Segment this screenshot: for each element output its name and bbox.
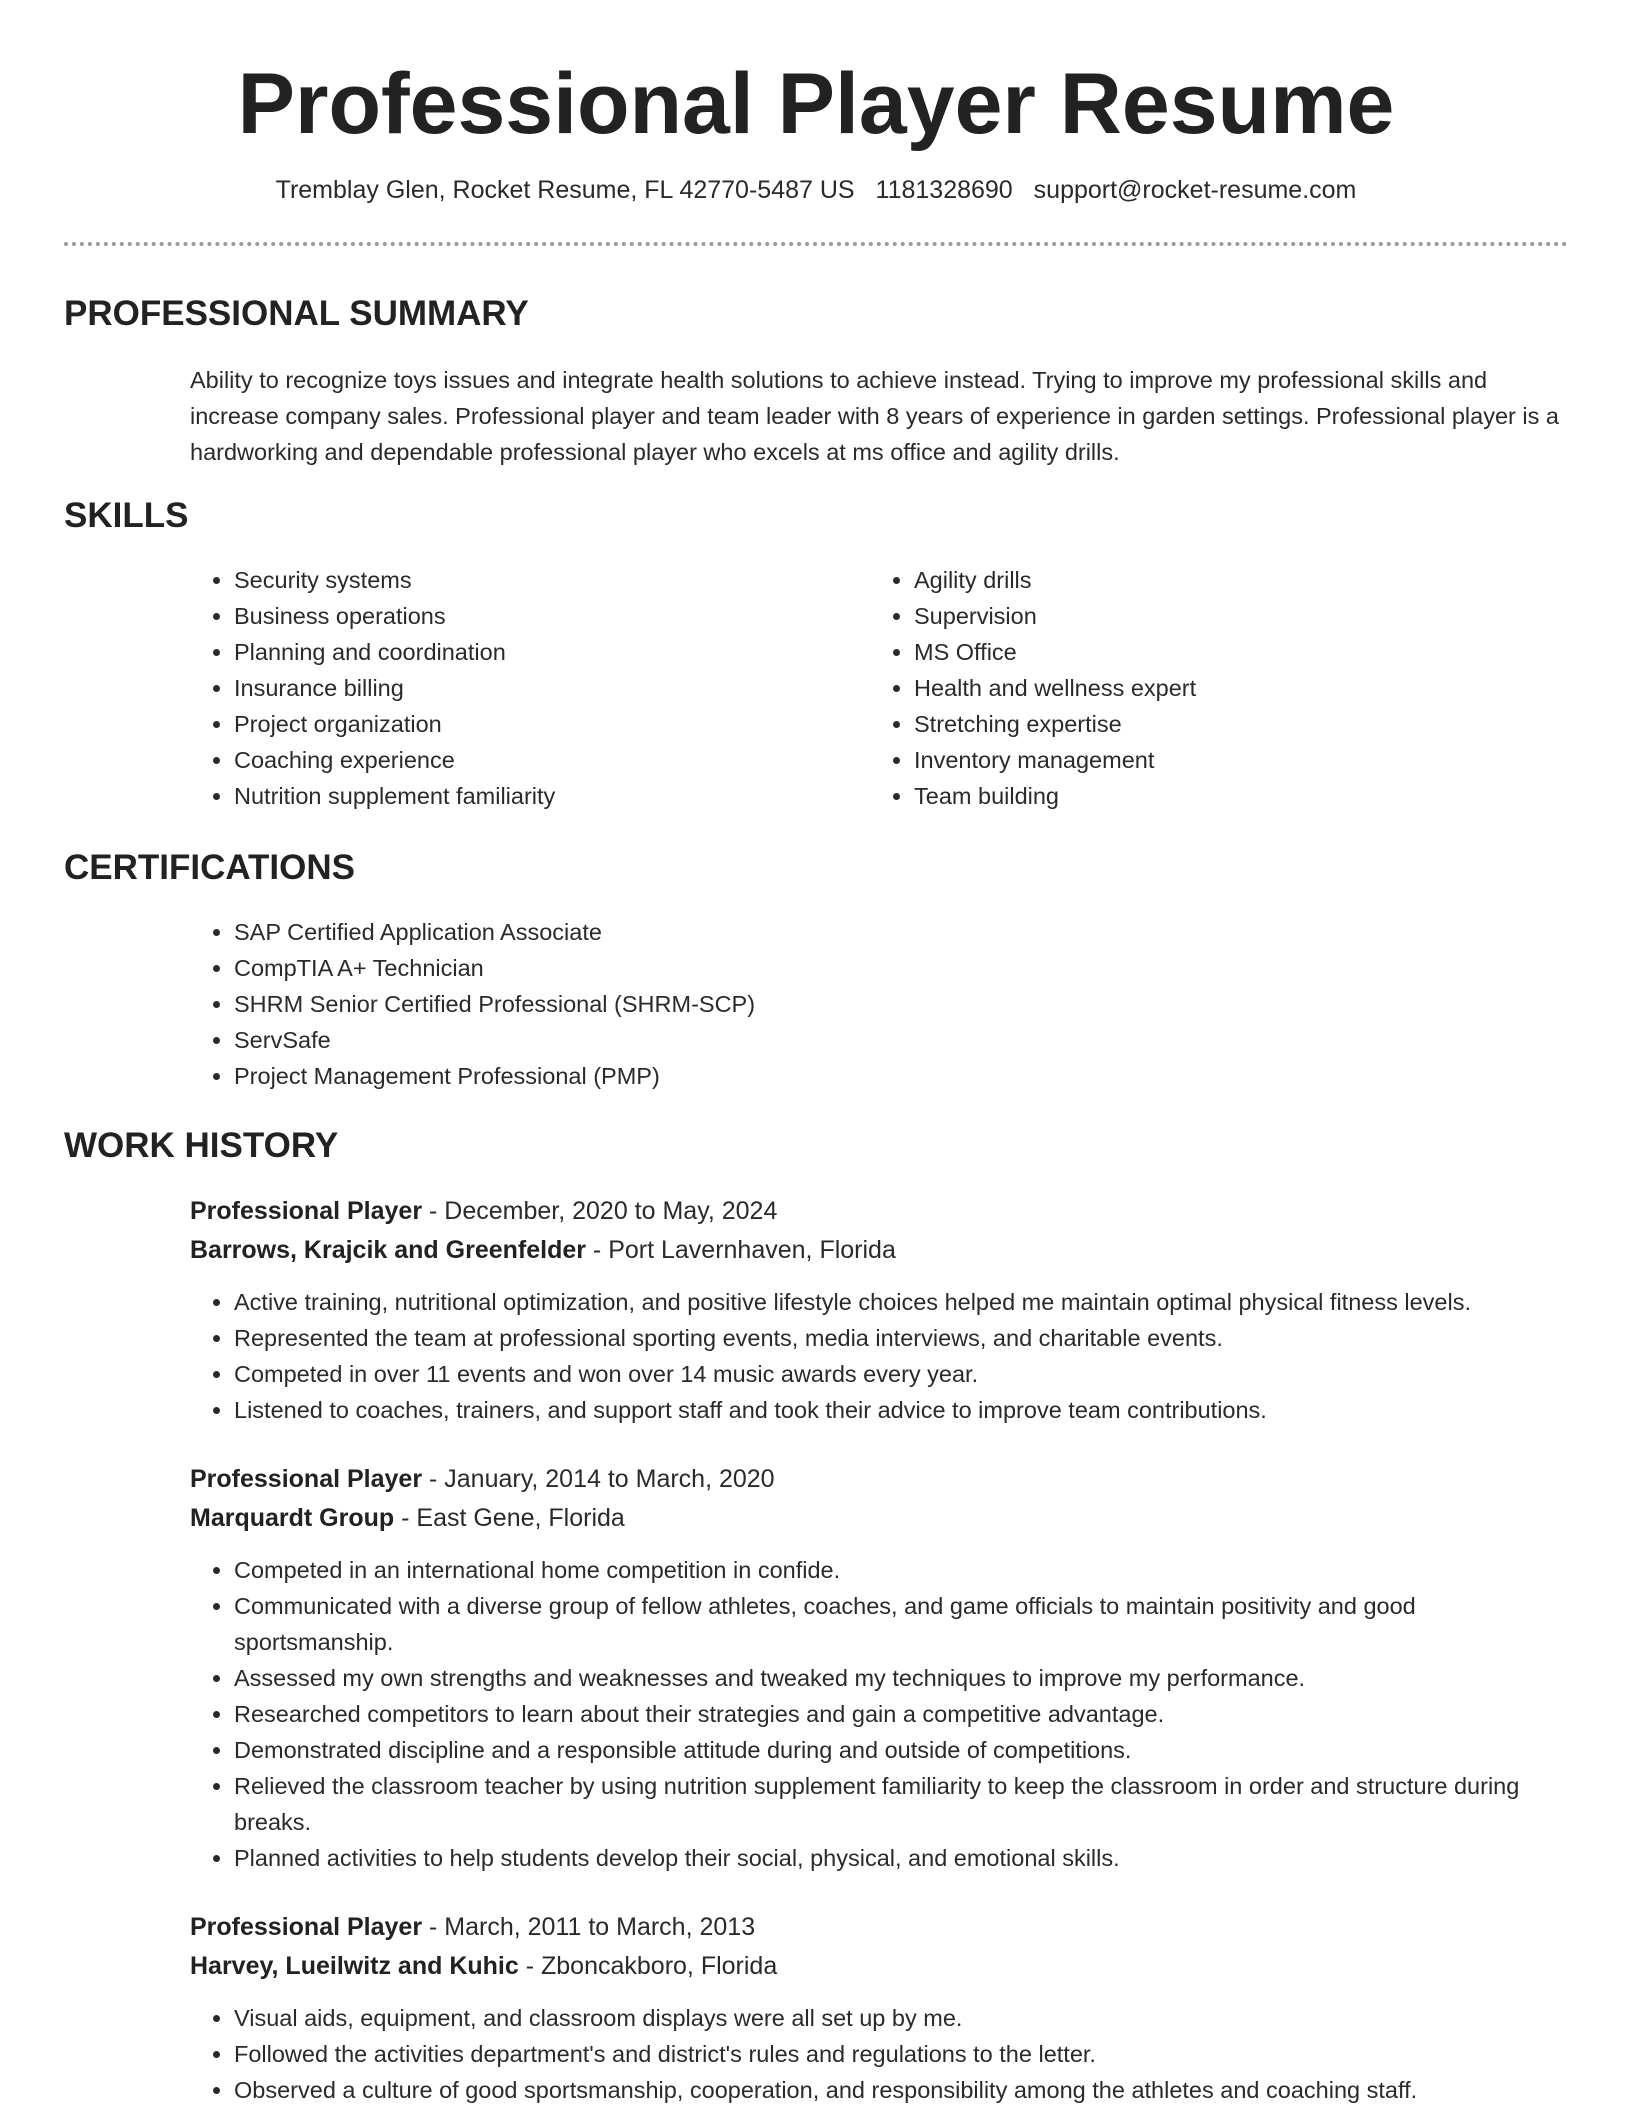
job-bullet: • Relieved the classroom teacher by using nutrition supplement familiarity to keep the classroom in order and structure during breaks. <box>234 1768 1568 1840</box>
skill-item: • Business operations <box>234 598 870 634</box>
job-company-line <box>190 1947 1568 1986</box>
job-bullets <box>190 1284 1568 1428</box>
job-entry <box>190 1192 1568 1428</box>
job-entry <box>190 1908 1568 2108</box>
job-role: Professional Player <box>190 1913 423 1941</box>
summary-heading: PROFESSIONAL SUMMARY <box>64 294 529 333</box>
skills-column-right <box>870 562 1550 814</box>
job-company-line <box>190 1499 1568 1538</box>
job-dates: - March, 2011 to March, 2013 <box>422 1913 756 1941</box>
job-dates: - January, 2014 to March, 2020 <box>422 1465 775 1493</box>
job-company: Barrows, Krajcik and Greenfelder <box>190 1236 586 1264</box>
job-bullet: • Active training, nutritional optimization, and positive lifestyle choices helped me maintain optimal physical fitness levels. <box>234 1284 1568 1320</box>
job-bullet: • Communicated with a diverse group of fellow athletes, coaches, and game officials to maintain positivity and good sportsmanship. <box>234 1588 1568 1660</box>
job-bullet: • Demonstrated discipline and a responsible attitude during and outside of competitions. <box>234 1732 1568 1768</box>
job-entry <box>190 1460 1568 1876</box>
certifications-list <box>190 914 1632 1094</box>
contact-phone: 1181328690 <box>875 176 1013 204</box>
skill-item: • Inventory management <box>914 742 1550 778</box>
job-bullet: • Represented the team at professional sporting events, media interviews, and charitable events. <box>234 1320 1568 1356</box>
job-role: Professional Player <box>190 1465 423 1493</box>
certifications-column <box>190 914 1390 1094</box>
job-bullet: • Assessed my own strengths and weaknesses and tweaked my techniques to improve my performance. <box>234 1660 1568 1696</box>
certification-item: • SAP Certified Application Associate <box>234 914 1390 950</box>
job-title-line <box>190 1908 1568 1947</box>
job-bullet: • Competed in an international home competition in confide. <box>234 1552 1568 1588</box>
skills-list <box>190 562 1632 814</box>
job-company-line <box>190 1231 1568 1270</box>
job-dates: - December, 2020 to May, 2024 <box>422 1197 778 1225</box>
skill-item: • Coaching experience <box>234 742 870 778</box>
certification-item: • ServSafe <box>234 1022 1390 1058</box>
job-bullets <box>190 2000 1568 2108</box>
skills-column-left <box>190 562 870 814</box>
job-company: Harvey, Lueilwitz and Kuhic <box>190 1952 519 1980</box>
skill-item: • Security systems <box>234 562 870 598</box>
skill-item: • Agility drills <box>914 562 1550 598</box>
job-role: Professional Player <box>190 1197 423 1225</box>
contact-address: Tremblay Glen, Rocket Resume, FL 42770-5487 US <box>275 176 855 204</box>
job-location: - Port Lavernhaven, Florida <box>585 1236 896 1264</box>
skill-item: • Stretching expertise <box>914 706 1550 742</box>
job-bullets <box>190 1552 1568 1876</box>
job-location: - Zboncakboro, Florida <box>518 1952 778 1980</box>
work-history-heading: WORK HISTORY <box>64 1126 339 1165</box>
job-bullet: • Planned activities to help students develop their social, physical, and emotional skills. <box>234 1840 1568 1876</box>
header-divider <box>64 242 1568 246</box>
skill-item: • Insurance billing <box>234 670 870 706</box>
summary-text: Ability to recognize toys issues and integrate health solutions to achieve instead. Trying to improve my professional skills and increase company sales. Professional player and team leader with 8 years of experience in garden settings. Professional player is a hardworking and dependable professional player who excels at ms office and agility drills. <box>190 367 1559 465</box>
job-company: Marquardt Group <box>190 1504 395 1532</box>
job-bullet: • Researched competitors to learn about their strategies and gain a competitive advantage. <box>234 1696 1568 1732</box>
certifications-heading: CERTIFICATIONS <box>64 848 356 887</box>
certification-item: • SHRM Senior Certified Professional (SHRM-SCP) <box>234 986 1390 1022</box>
contact-email: support@rocket-resume.com <box>1033 176 1357 204</box>
skills-heading: SKILLS <box>64 496 189 535</box>
skill-item: • Planning and coordination <box>234 634 870 670</box>
job-title-line <box>190 1192 1568 1231</box>
certification-item: • CompTIA A+ Technician <box>234 950 1390 986</box>
job-location: - East Gene, Florida <box>394 1504 625 1532</box>
certification-item: • Project Management Professional (PMP) <box>234 1058 1390 1094</box>
skill-item: • Nutrition supplement familiarity <box>234 778 870 814</box>
skill-item: • Team building <box>914 778 1550 814</box>
skill-item: • Health and wellness expert <box>914 670 1550 706</box>
job-bullet: • Visual aids, equipment, and classroom displays were all set up by me. <box>234 2000 1568 2036</box>
job-bullet: • Observed a culture of good sportsmanship, cooperation, and responsibility among the athletes and coaching staff. <box>234 2072 1568 2108</box>
skill-item: • MS Office <box>914 634 1550 670</box>
contact-line <box>0 174 1632 206</box>
job-bullet: • Listened to coaches, trainers, and support staff and took their advice to improve team contributions. <box>234 1392 1568 1428</box>
job-bullet: • Followed the activities department's and district's rules and regulations to the letter. <box>234 2036 1568 2072</box>
skill-item: • Project organization <box>234 706 870 742</box>
job-bullet: • Competed in over 11 events and won over 14 music awards every year. <box>234 1356 1568 1392</box>
skill-item: • Supervision <box>914 598 1550 634</box>
job-title-line <box>190 1460 1568 1499</box>
resume-title: Professional Player Resume <box>237 56 1395 152</box>
